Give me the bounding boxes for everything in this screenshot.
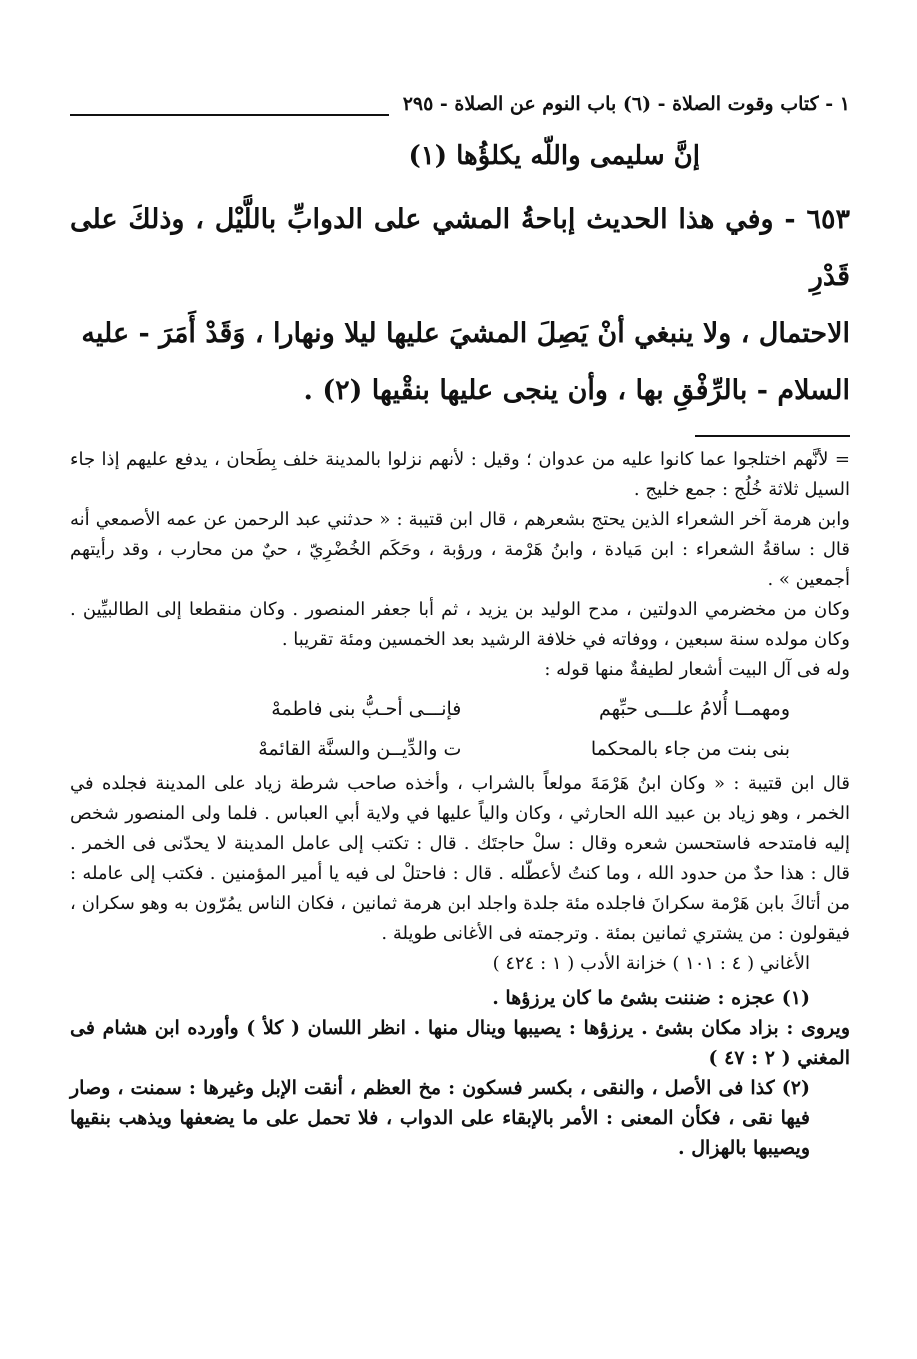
poem-hemistich-right: بنى بنت من جاء بالمحكما xyxy=(590,738,790,760)
main-line: الاحتمال ، ولا ينبغي أنْ يَصِلَ المشيَ عليها ليلا ونهارا ، وَقَدْ أَمَرَ - عليه xyxy=(81,318,850,349)
note-paragraph: وكان من مخضرمي الدولتين ، مدح الوليد بن يزيد ، ثم أبا جعفر المنصور . وكان منقطعا إلى الطالبيِّين . وكان مولده سنة سبعين ، ووفاته في خلافة الرشيد بعد الخمسين ومئة تقريبا . xyxy=(70,599,850,650)
footnote-1-continued: ويروى : بزاد مكان بشئ . يرزؤها : يصيبها وينال منها . انظر اللسان ( كلأ ) وأورده ابن هشام فى المغني ( ٢ : ٤٧ ) xyxy=(70,1017,850,1069)
header-rule xyxy=(70,114,389,116)
running-header xyxy=(70,85,850,123)
footnote-separator xyxy=(695,435,850,437)
poem xyxy=(170,689,790,769)
footnote-1: (١) عجزه : ضننت بشئ ما كان يرزؤها . xyxy=(492,987,810,1009)
note-paragraph: = لأنَّهم اختلجوا عما كانوا عليه من عدوان ؛ وقيل : لأنهم نزلوا بالمدينة خلف بِطَحان ، يدفع عليهم إذا جاء السيل ثلاثة خُلُج : جمع خليج . xyxy=(70,449,850,500)
poem-hemistich-right: ومهمــا أُلامُ علـــى حبِّهم xyxy=(598,698,790,720)
poem-line xyxy=(170,689,790,729)
poem-line xyxy=(170,729,790,769)
verse-line: إنَّ سليمى واللّه يكلؤُها (١) xyxy=(408,141,700,171)
note-paragraph: وابن هرمة آخر الشعراء الذين يحتج بشعرهم ، قال ابن قتيبة : « حدثني عبد الرحمن عن عمه الأصمعي أنه قال : ساقةُ الشعراء : ابن مَيادة ، وابنُ هَرْمة ، ورؤبة ، وحَكَم الخُضْرِيّ ، حيٌ من محارب ، وقد رأيتهم أجمعين » . xyxy=(70,509,850,590)
footnote-2: (٢) كذا فى الأصل ، والنقى ، بكسر فسكون : مخ العظم ، أنقت الإبل وغيرها : سمنت ، وصار فيها نقى ، فكأن المعنى : الأمر بالإبقاء على الدواب ، فلا تحمل على ما يضعفها ويذهب بنقيها ويصيبها بالهزال . xyxy=(70,1077,810,1159)
main-text xyxy=(70,191,850,419)
main-line: السلام - بالرِّفْقِ بها ، وأن ينجى عليها بنقْيها (٢) . xyxy=(303,375,850,406)
main-line: ٦٥٣ - وفي هذا الحديث إباحةُ المشي على الدوابِّ باللَّيْل ، وذلكَ على قَدْرِ xyxy=(70,204,850,292)
running-title: ١ - كتاب وقوت الصلاة - (٦) باب النوم عن الصلاة - ٢٩٥ xyxy=(402,93,850,115)
book-page xyxy=(70,85,850,1163)
poem-hemistich-left: ت والدِّيــن والسنَّة القائمهْ xyxy=(258,738,462,760)
note-reference: الأغاني ( ٤ : ١٠١ ) خزانة الأدب ( ١ : ٤٢٤ ) xyxy=(492,953,810,974)
note-paragraph: وله فى آل البيت أشعار لطيفةٌ منها قوله : xyxy=(544,659,850,680)
note-paragraph: قال ابن قتيبة : « وكان ابنُ هَرْمَةَ مولعاً بالشراب ، وأخذه صاحب شرطة زياد على المدينة فجلده في الخمر ، وهو زياد بن عبيد الله الحارثي ، وكان والياً عليها في ولاية أبي العباس . فلما ولى المنصور شخص إليه فامتدحه فاستحسن شعره وقال : سلْ حاجتَك . قال : تكتب إلى عامل المدينة لا يحدّنى فى الخمر . قال : هذا حدٌ من حدود الله ، وما كنتُ لأعطّله . قال : فاحتلْ لى فيه يا أمير المؤمنين . فكتب إلى عامله : من أتاكَ بابن هَرْمة سكرانَ فاجلده مئة جلدة واجلد ابن هرمة ثمانين ، فكان الناس يمُرّون به وهو سكران ، فيقولون : من يشتري ثمانين بمئة . وترجمته فى الأغانى طويلة . xyxy=(70,773,850,944)
poem-hemistich-left: فإنـــى أحـبُّ بنى فاطمهْ xyxy=(271,698,462,720)
